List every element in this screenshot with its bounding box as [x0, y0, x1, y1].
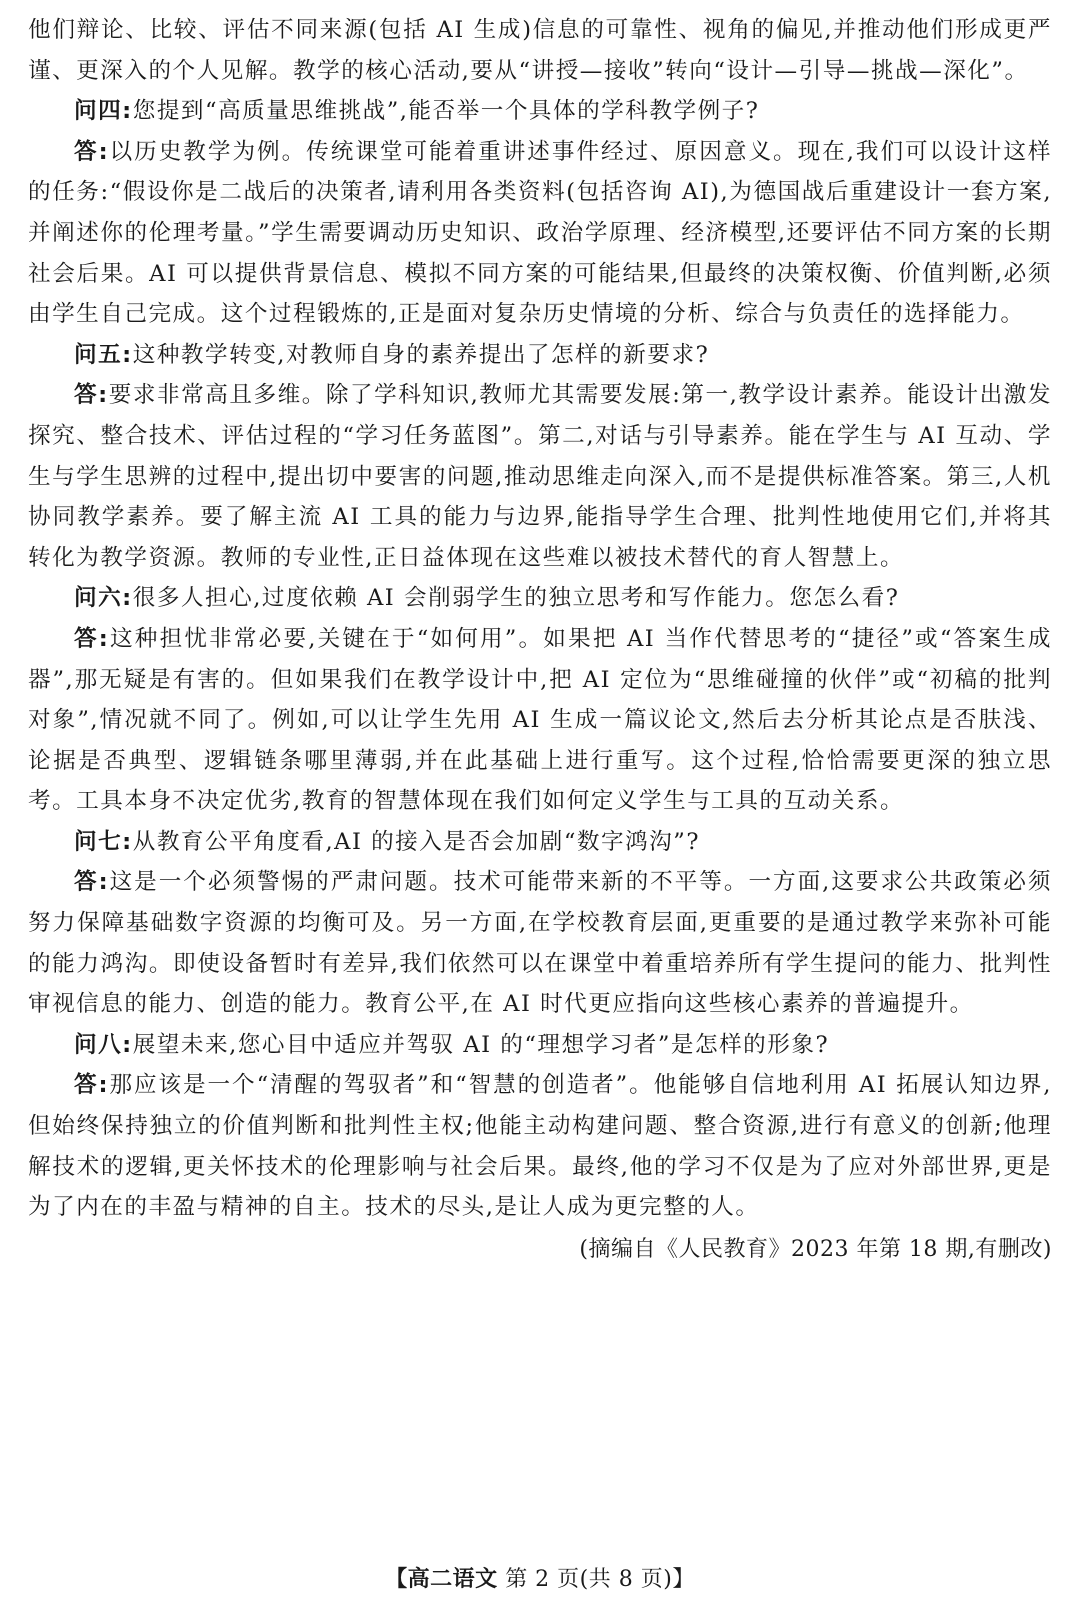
- question-5: [28, 335, 1052, 376]
- question-4: [28, 91, 1052, 132]
- answer-text: 那应该是一个“清醒的驾驭者”和“智慧的创造者”。他能够自信地利用 AI 拓展认知边界,但始终保持独立的价值判断和批判性主权;他能主动构建问题、整合资源,进行有意义的创新;他理解技术的逻辑,更关怀技术的伦理影响与社会后果。最终,他的学习不仅是为了应对外部世界,更是为了内在的丰盈与精神的自主。技术的尽头,是让人成为更完整的人。: [28, 1072, 1052, 1221]
- question-label: 问七:: [74, 828, 133, 855]
- answer-label: 答:: [74, 1072, 110, 1099]
- question-label: 问六:: [74, 585, 133, 612]
- answer-label: 答:: [74, 625, 110, 652]
- answer-text: 这是一个必须警惕的严肃问题。技术可能带来新的不平等。一方面,这要求公共政策必须努力保障基础数字资源的均衡可及。另一方面,在学校教育层面,更重要的是通过教学来弥补可能的能力鸿沟。即使设备暂时有差异,我们依然可以在课堂中着重培养所有学生提问的能力、批判性审视信息的能力、创造的能力。教育公平,在 AI 时代更应指向这些核心素养的普遍提升。: [28, 869, 1052, 1018]
- answer-label: 答:: [74, 138, 110, 165]
- answer-8: [28, 1065, 1052, 1227]
- question-text: 这种教学转变,对教师自身的素养提出了怎样的新要求?: [132, 341, 710, 368]
- question-text: 您提到“高质量思维挑战”,能否举一个具体的学科教学例子?: [132, 98, 760, 125]
- question-text: 很多人担心,过度依赖 AI 会削弱学生的独立思考和写作能力。您怎么看?: [132, 585, 900, 612]
- question-7: [28, 822, 1052, 863]
- question-text: 从教育公平角度看,AI 的接入是否会加剧“数字鸿沟”?: [132, 828, 700, 855]
- page-footer: [0, 1560, 1080, 1600]
- question-label: 问五:: [74, 341, 133, 368]
- question-8: [28, 1025, 1052, 1066]
- question-6: [28, 578, 1052, 619]
- opening-paragraph: 他们辩论、比较、评估不同来源(包括 AI 生成)信息的可靠性、视角的偏见,并推动他们形成更严谨、更深入的个人见解。教学的核心活动,要从“讲授—接收”转向“设计—引导—挑战—深化”。: [28, 17, 1052, 84]
- answer-5: [28, 375, 1052, 578]
- answer-6: [28, 619, 1052, 822]
- question-text: 展望未来,您心目中适应并驾驭 AI 的“理想学习者”是怎样的形象?: [132, 1031, 830, 1058]
- answer-text: 以历史教学为例。传统课堂可能着重讲述事件经过、原因意义。现在,我们可以设计这样的任务:“假设你是二战后的决策者,请利用各类资料(包括咨询 AI),为德国战后重建设计一套方案,并阐述你的伦理考量。”学生需要调动历史知识、政治学原理、经济模型,还要评估不同方案的长期社会后果。AI 可以提供背景信息、模拟不同方案的可能结果,但最终的决策权衡、价值判断,必须由学生自己完成。这个过程锻炼的,正是面对复杂历史情境的分析、综合与负责任的选择能力。: [28, 138, 1052, 328]
- document-page: [28, 10, 1052, 1270]
- answer-text: 要求非常高且多维。除了学科知识,教师尤其需要发展:第一,教学设计素养。能设计出激发探究、整合技术、评估过程的“学习任务蓝图”。第二,对话与引导素养。能在学生与 AI 互动、学生与学生思辨的过程中,提出切中要害的问题,推动思维走向深入,而不是提供标准答案。第三,人机协同教学素养。要了解主流 AI 工具的能力与边界,能指导学生合理、批判性地使用它们,并将其转化为教学资源。教师的专业性,正日益体现在这些难以被技术替代的育人智慧上。: [28, 382, 1052, 571]
- answer-7: [28, 862, 1052, 1024]
- question-label: 问四:: [74, 98, 133, 125]
- source-citation: (摘编自《人民教育》2023 年第 18 期,有删改): [579, 1236, 1052, 1262]
- answer-4: [28, 132, 1052, 335]
- footer-subject: 【高二语文: [385, 1567, 498, 1592]
- question-label: 问八:: [74, 1031, 133, 1058]
- answer-text: 这种担忧非常必要,关键在于“如何用”。如果把 AI 当作代替思考的“捷径”或“答案生成器”,那无疑是有害的。但如果我们在教学设计中,把 AI 定位为“思维碰撞的伙伴”或“初稿的批判对象”,情况就不同了。例如,可以让学生先用 AI 生成一篇议论文,然后去分析其论点是否肤浅、论据是否典型、逻辑链条哪里薄弱,并在此基础上进行重写。这个过程,恰恰需要更深的独立思考。工具本身不决定优劣,教育的智慧体现在我们如何定义学生与工具的互动关系。: [28, 625, 1052, 815]
- footer-page-info: 第 2 页(共 8 页)】: [505, 1567, 695, 1592]
- answer-label: 答:: [74, 382, 109, 409]
- answer-label: 答:: [74, 869, 110, 896]
